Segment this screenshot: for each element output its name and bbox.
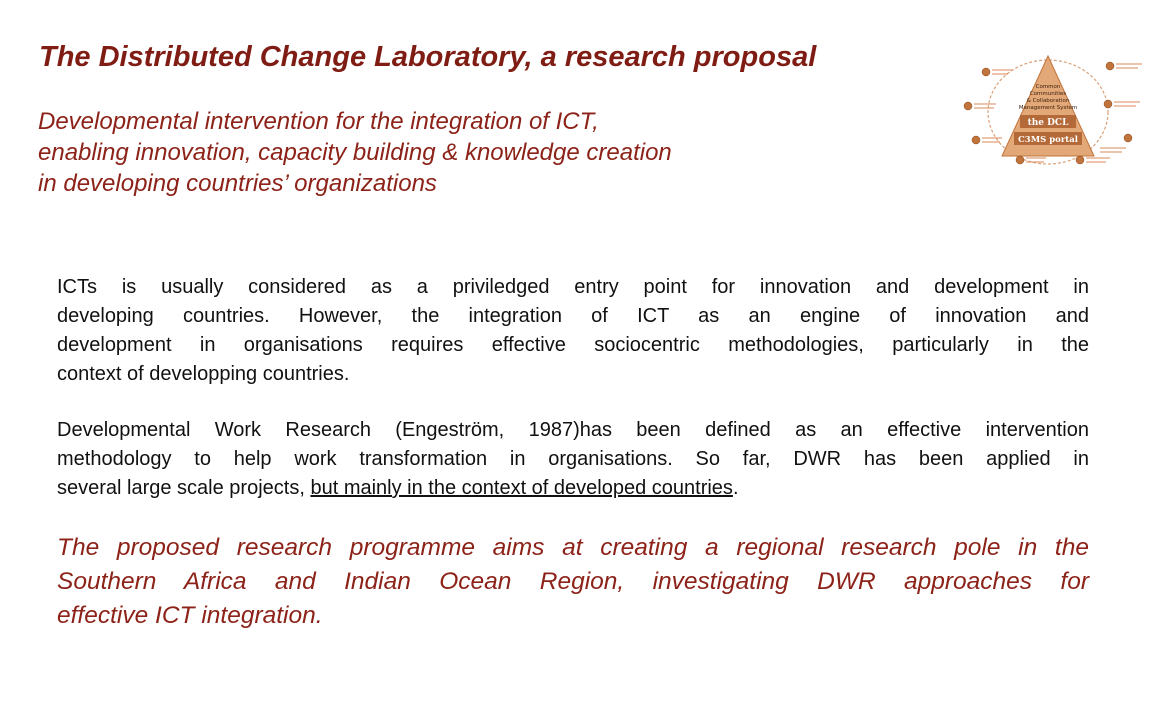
dcl-diagram-logo [950,48,1146,172]
subtitle-line: in developing countries’ organizations [38,170,437,197]
paragraph-last-line [57,474,1089,503]
diagram-node-icon [972,136,980,144]
diagram-node-icon [1076,156,1084,164]
diagram-node-icon [1016,156,1024,164]
paragraph-line: methodology to help work transformation in organisations. So far, DWR has been applied in [57,448,1089,470]
page-title: The Distributed Change Laboratory, a research proposal [39,41,817,73]
diagram-node-icon [1124,134,1132,142]
diagram-center-line: Management System [1018,105,1078,111]
diagram-center-line: & Collaboration [1026,98,1070,104]
paragraph-ict-entry-point [57,273,1089,389]
paragraph-line: ICTs is usually considered as a priviledged entry point for innovation and development in [57,276,1089,298]
page-subtitle [38,106,818,199]
subtitle-line: Developmental intervention for the integration of ICT, [38,108,599,135]
diagram-node-icon [964,102,972,110]
paragraph-line: context of developping countries. [57,363,350,385]
diagram-center-line: Communities [1029,91,1067,97]
paragraph-text: several large scale projects, [57,477,311,499]
paragraph-text: . [732,477,739,499]
diagram-node-icon [1106,62,1114,70]
diagram-node-icon [1104,100,1112,108]
diagram-banner-2-label: C3MS portal [1018,135,1078,145]
aim-line: Southern Africa and Indian Ocean Region, investigating DWR approaches for [57,568,1089,595]
research-aim-statement [57,531,1089,633]
underlined-emphasis: but mainly in the context of developed countries [310,477,733,499]
paragraph-line: developing countries. However, the integration of ICT as an engine of innovation and [57,305,1089,327]
paragraph-line: Developmental Work Research (Engeström, 1987)has been defined as an effective intervention [57,419,1089,441]
paragraph-dwr-definition [57,416,1089,503]
subtitle-line: enabling innovation, capacity building & knowledge creation [38,139,672,166]
diagram-node-icon [982,68,990,76]
diagram-center-line: Common [1035,84,1061,90]
paragraph-line: development in organisations requires effective sociocentric methodologies, particularly in the [57,334,1089,356]
aim-line: The proposed research programme aims at creating a regional research pole in the [57,534,1089,561]
aim-line: effective ICT integration. [57,602,323,629]
diagram-banner-1-label: the DCL [1027,118,1069,128]
